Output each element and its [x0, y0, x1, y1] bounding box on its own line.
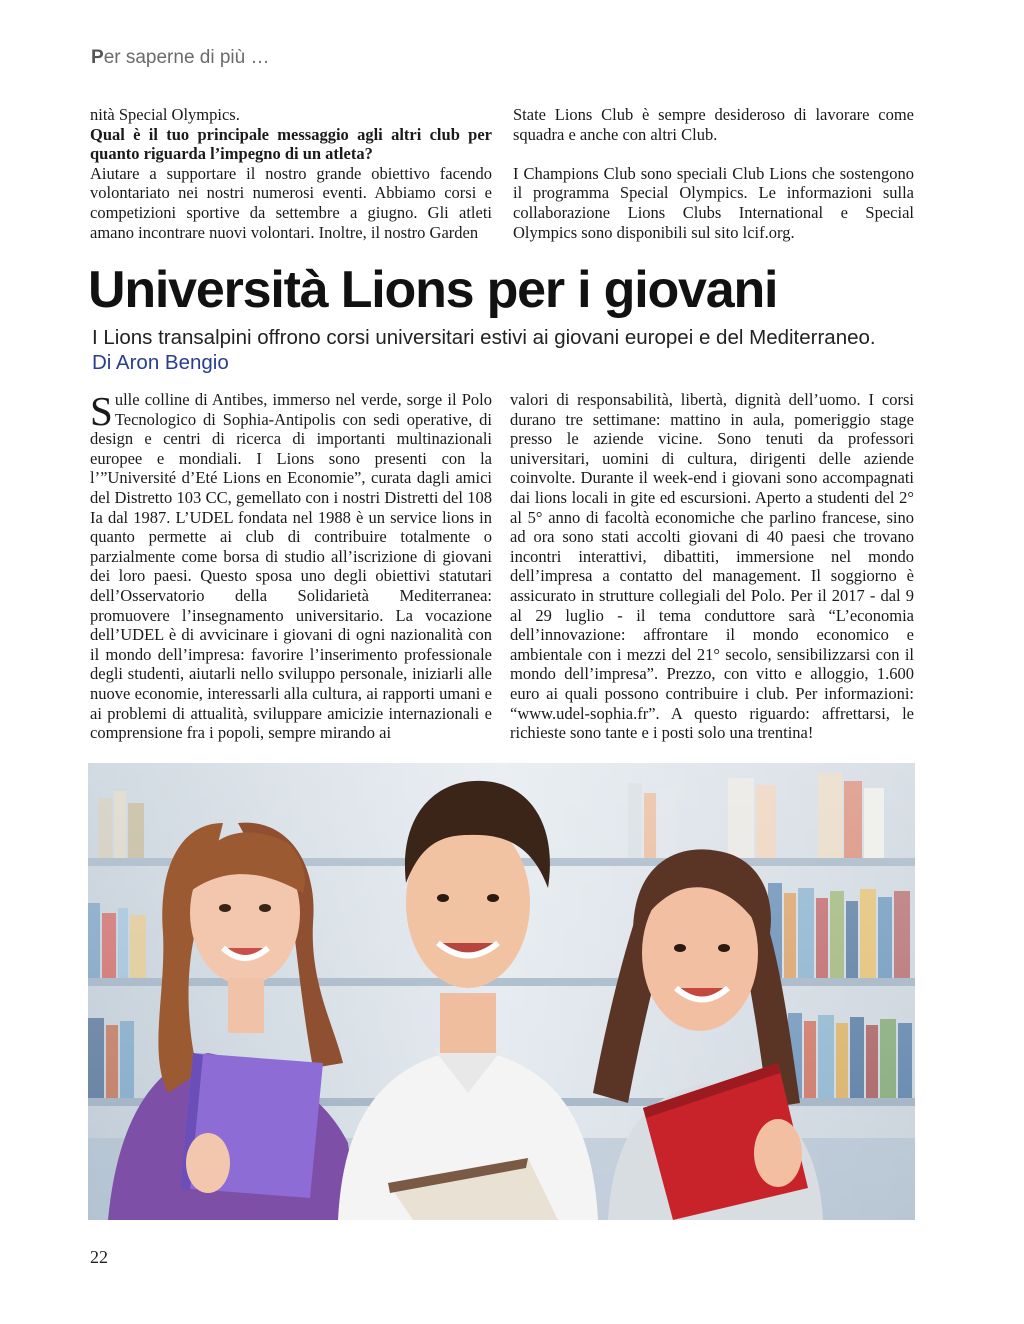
- header-text: er saperne di più …: [103, 47, 270, 68]
- top-right-paragraph-2: I Champions Club sono speciali Club Lions che sostengono il programma Special Olympics. Le informazioni sulla collaborazione Lions Clubs International e Special Olympics sono disponibili sul sito lcif.org.: [513, 163, 914, 242]
- article-col2-text: valori di responsabilità, libertà, dignità dell’uomo. I corsi durano tre settimane: mattino in aula, pomeriggio stage presso le aziende vicine. Sono tenuti da professori universitari, uomini di cultura, dirigenti delle aziende coinvolte. Durante il week-end i giovani sono accompagnati dai lions locali in gite ed escursioni. Aperto a studenti del 2° al 5° anno di facoltà economiche che parlino francese, sino ad ora sono stati accolti giovani di 40 paesi che trovano incontri interattivi, dibattiti, immersione nel mondo dell’impresa a contatto del management. Il soggiorno è assicurato in strutture collegiali del Polo. Per il 2017 - dal 9 al 29 luglio - il tema conduttore sarà “L’economia dell’innovazione: affrontare il mondo economico e ambientale con i mezzi del 21° secolo, sensibilizzarsi con il mondo dell’impresa”. Prezzo, con vitto e alloggio, 1.600 euro ai quali possono contribuire i club. Per informazioni: “www.udel-sophia.fr”. A questo riguardo: affrettarsi, le richieste sono tante e i posti solo una trentina!: [510, 390, 914, 743]
- article-column-1: [90, 390, 492, 743]
- article-subtitle: I Lions transalpini offrono corsi universitari estivi ai giovani europei e del Mediterraneo.: [92, 326, 876, 349]
- top-right-column: [513, 105, 914, 242]
- article-column-2: [510, 390, 914, 743]
- top-right-paragraph-1: State Lions Club è sempre desideroso di lavorare come squadra e anche con altri Club.: [513, 105, 914, 144]
- running-header: [91, 47, 270, 69]
- drop-cap: S: [90, 388, 113, 434]
- article-col1-text: ulle colline di Antibes, immerso nel verde, sorge il Polo Tecnologico di Sophia-Antipolis con sedi operative, di design e centri di ricerca di importanti multinazionali europee e mondiali. I Lions sono presenti con la l’”Université d’Eté Lions en Economie”, curata dagli amici del Distretto 103 CC, gemellato con i nostri Distretti del 108 Ia dal 1987. L’UDEL fondata nel 1988 è un service lions in quanto permette ai club di contribuire totalmente o parzialmente come borsa di studio all’iscrizione di giovani dei loro paesi. Questo sposa uno degli obiettivi statutari dell’Osservatorio della Solidarietà Mediterranea: promuovere l’insegnamento universitario. La vocazione dell’UDEL è di avvicinare i giovani di ogni nazionalità con il mondo dell’impresa: favorire l’inserimento professionale degli studenti, aiutarli nello sviluppo personale, iniziarli alle nuove economie, interessarli alla cultura, ai rapporti umani e ai problemi di attualità, sviluppare amicizie internazionali e comprensione fra i popoli, sempre mirando ai: [90, 390, 492, 743]
- students-photo: [88, 763, 915, 1220]
- header-initial: P: [91, 47, 104, 68]
- interview-answer: Aiutare a supportare il nostro grande obiettivo facendo volontariato nei nostri numerosi eventi. Abbiamo corsi e competizioni sportive da settembre a giugno. Gli atleti amano incontrare nuovi volontari. Inoltre, il nostro Garden: [90, 163, 492, 242]
- page-number: 22: [90, 1247, 108, 1267]
- interview-question: Qual è il tuo principale messaggio agli altri club per quanto riguarda l’impegno di un atleta?: [90, 124, 492, 164]
- top-left-column: [90, 105, 492, 242]
- continued-line: nità Special Olympics.: [90, 105, 240, 124]
- article-title: Università Lions per i giovani: [88, 261, 778, 319]
- article-author: Di Aron Bengio: [92, 351, 229, 374]
